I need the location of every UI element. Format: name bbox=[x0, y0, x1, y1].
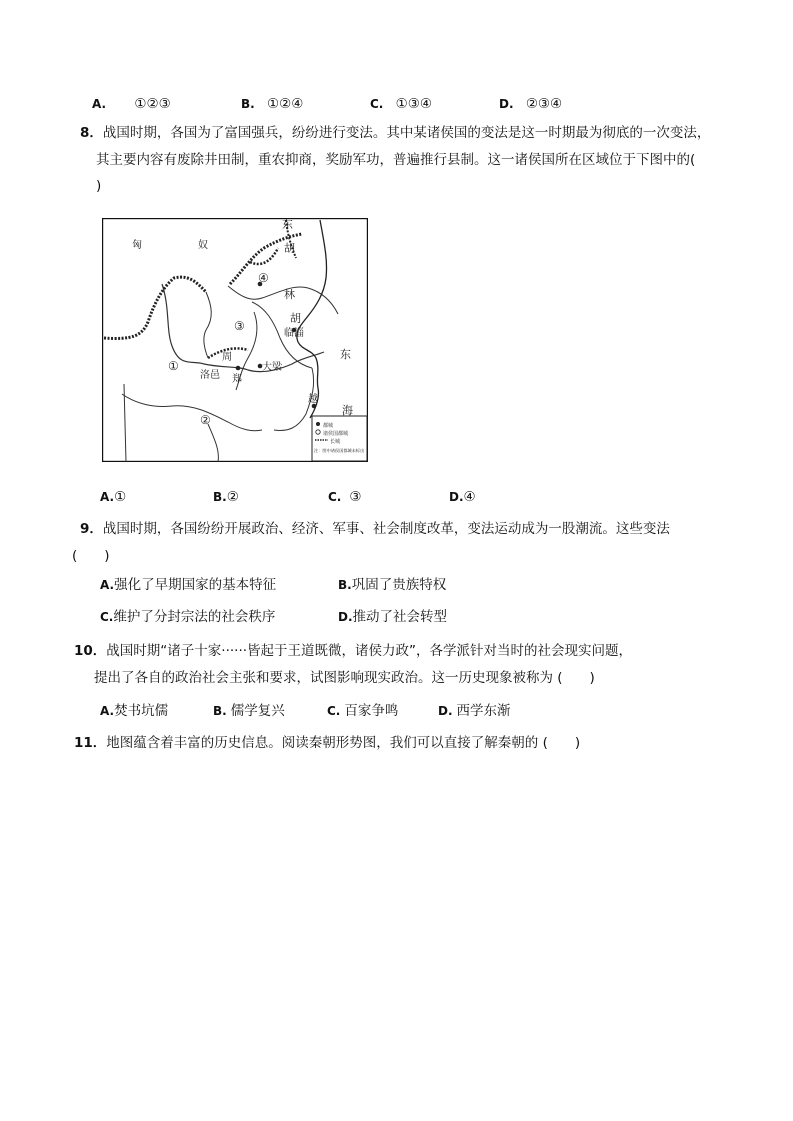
option-label: C. bbox=[327, 704, 341, 718]
option-text: 儒学复兴 bbox=[230, 703, 285, 719]
option-label: C. bbox=[370, 97, 384, 111]
q9-stem-line2: ( ) bbox=[72, 548, 110, 564]
option-text: ②③④ bbox=[525, 96, 563, 112]
q10-option-d[interactable] bbox=[438, 702, 511, 720]
q9-option-b[interactable] bbox=[338, 576, 446, 594]
q7-option-a[interactable] bbox=[92, 95, 171, 113]
option-label: C. bbox=[328, 490, 342, 504]
map-label: 临淄 bbox=[284, 328, 304, 339]
option-text: 西学东渐 bbox=[456, 703, 511, 719]
option-label: B. bbox=[213, 704, 227, 718]
q9-option-c[interactable] bbox=[100, 608, 275, 626]
option-label: B. bbox=[241, 97, 255, 111]
map-marker-1: ① bbox=[168, 359, 179, 373]
map-label: 海 bbox=[342, 404, 353, 417]
q8-stem-line2: 其主要内容有废除井田制，重农抑商，奖励军功，普遍推行县制。这一诸侯国所在区域位于下图中的( bbox=[96, 152, 696, 168]
option-text: 维护了分封宗法的社会秩序 bbox=[113, 609, 276, 625]
map-label: 林 bbox=[284, 288, 295, 301]
option-label: A. bbox=[92, 97, 107, 111]
q10-option-c[interactable] bbox=[327, 702, 398, 720]
q7-option-b[interactable] bbox=[241, 95, 303, 113]
q7-option-c[interactable] bbox=[370, 95, 432, 113]
option-label: D. bbox=[499, 97, 514, 111]
question-number: 11． bbox=[74, 735, 107, 751]
q8-option-c[interactable] bbox=[328, 488, 361, 506]
q10-stem-line1 bbox=[74, 642, 632, 660]
map-label: 洛邑 bbox=[200, 370, 220, 381]
map-label: 胡 bbox=[284, 242, 295, 255]
q8-text: 战国时期，各国为了富国强兵，纷纷进行变法。其中某诸侯国的变法是这一时期最为彻底的一次变法， bbox=[102, 125, 711, 141]
option-label: D. bbox=[338, 610, 353, 624]
map-label: 郑 bbox=[232, 374, 242, 385]
map-marker-4: ④ bbox=[258, 271, 269, 285]
q10-stem-line2: 提出了各自的政治社会主张和要求，试图影响现实政治。这一历史现象被称为 ( ) bbox=[94, 670, 595, 686]
question-number: 9． bbox=[80, 521, 103, 537]
option-text: ①②③ bbox=[134, 96, 171, 112]
map-label: 奴 bbox=[198, 240, 208, 251]
q10-text: 战国时期“诸子十家······皆起于王道既微，诸侯力政”，各学派针对当时的社会现实问题， bbox=[106, 643, 633, 659]
option-text: 焚书坑儒 bbox=[114, 703, 169, 719]
q9-text: 战国时期，各国纷纷开展政治、经济、军事、社会制度改革，变法运动成为一股潮流。这些变法 bbox=[102, 521, 670, 537]
option-text: ① bbox=[114, 489, 127, 505]
question-number: 10． bbox=[74, 643, 107, 659]
option-text: 百家争鸣 bbox=[344, 703, 399, 719]
map-label: 东 bbox=[340, 348, 351, 361]
q9-option-a[interactable] bbox=[100, 576, 276, 594]
option-label: A. bbox=[100, 578, 115, 592]
option-text: 巩固了贵族特权 bbox=[351, 577, 447, 593]
map-label: 匈 bbox=[132, 240, 142, 251]
map-label: 周 bbox=[222, 352, 232, 363]
q8-stem-line3: ) bbox=[96, 178, 102, 194]
capital-dot bbox=[236, 366, 241, 371]
q11-text: 地图蕴含着丰富的历史信息。阅读秦朝形势图，我们可以直接了解秦朝的 ( ) bbox=[106, 735, 581, 751]
map-label: 越 bbox=[308, 394, 318, 405]
q8-option-d[interactable] bbox=[449, 488, 476, 506]
map-marker-2: ② bbox=[200, 413, 211, 427]
option-label: D. bbox=[438, 704, 453, 718]
q9-stem-line1 bbox=[80, 520, 670, 538]
option-text: ③ bbox=[349, 489, 362, 505]
map-marker-3: ③ bbox=[234, 319, 245, 333]
legend-state-capital: 诸侯国都城 bbox=[323, 431, 349, 437]
option-label: B. bbox=[338, 578, 352, 592]
map-label: 东 bbox=[282, 218, 293, 231]
q7-option-d[interactable] bbox=[499, 95, 562, 113]
q8-option-b[interactable] bbox=[213, 488, 239, 506]
option-text: 推动了社会转型 bbox=[352, 609, 448, 625]
option-text: ①②④ bbox=[267, 96, 304, 112]
map-label: 胡 bbox=[290, 312, 301, 325]
option-text: 强化了早期国家的基本特征 bbox=[114, 577, 277, 593]
option-text: ④ bbox=[463, 489, 476, 505]
q8-option-a[interactable] bbox=[100, 488, 126, 506]
q9-option-d[interactable] bbox=[338, 608, 447, 626]
option-text: ② bbox=[226, 489, 239, 505]
option-label: C. bbox=[100, 610, 114, 624]
map-label: 大梁 bbox=[262, 362, 282, 373]
q8-stem-line1 bbox=[80, 124, 710, 142]
option-label: A. bbox=[100, 490, 115, 504]
option-label: B. bbox=[213, 490, 227, 504]
option-label: A. bbox=[100, 704, 115, 718]
q11-stem-line1 bbox=[74, 734, 580, 752]
q10-option-a[interactable] bbox=[100, 702, 168, 720]
option-text: ①③④ bbox=[395, 96, 432, 112]
legend-capital: 都城 bbox=[323, 423, 334, 429]
q10-option-b[interactable] bbox=[213, 702, 285, 720]
legend-great-wall: 长城 bbox=[330, 439, 341, 445]
option-label: D. bbox=[449, 490, 464, 504]
legend-note: 注：图中诸侯国都城未标出 bbox=[314, 448, 365, 453]
warring-states-map bbox=[102, 218, 368, 462]
question-number: 8． bbox=[80, 125, 103, 141]
